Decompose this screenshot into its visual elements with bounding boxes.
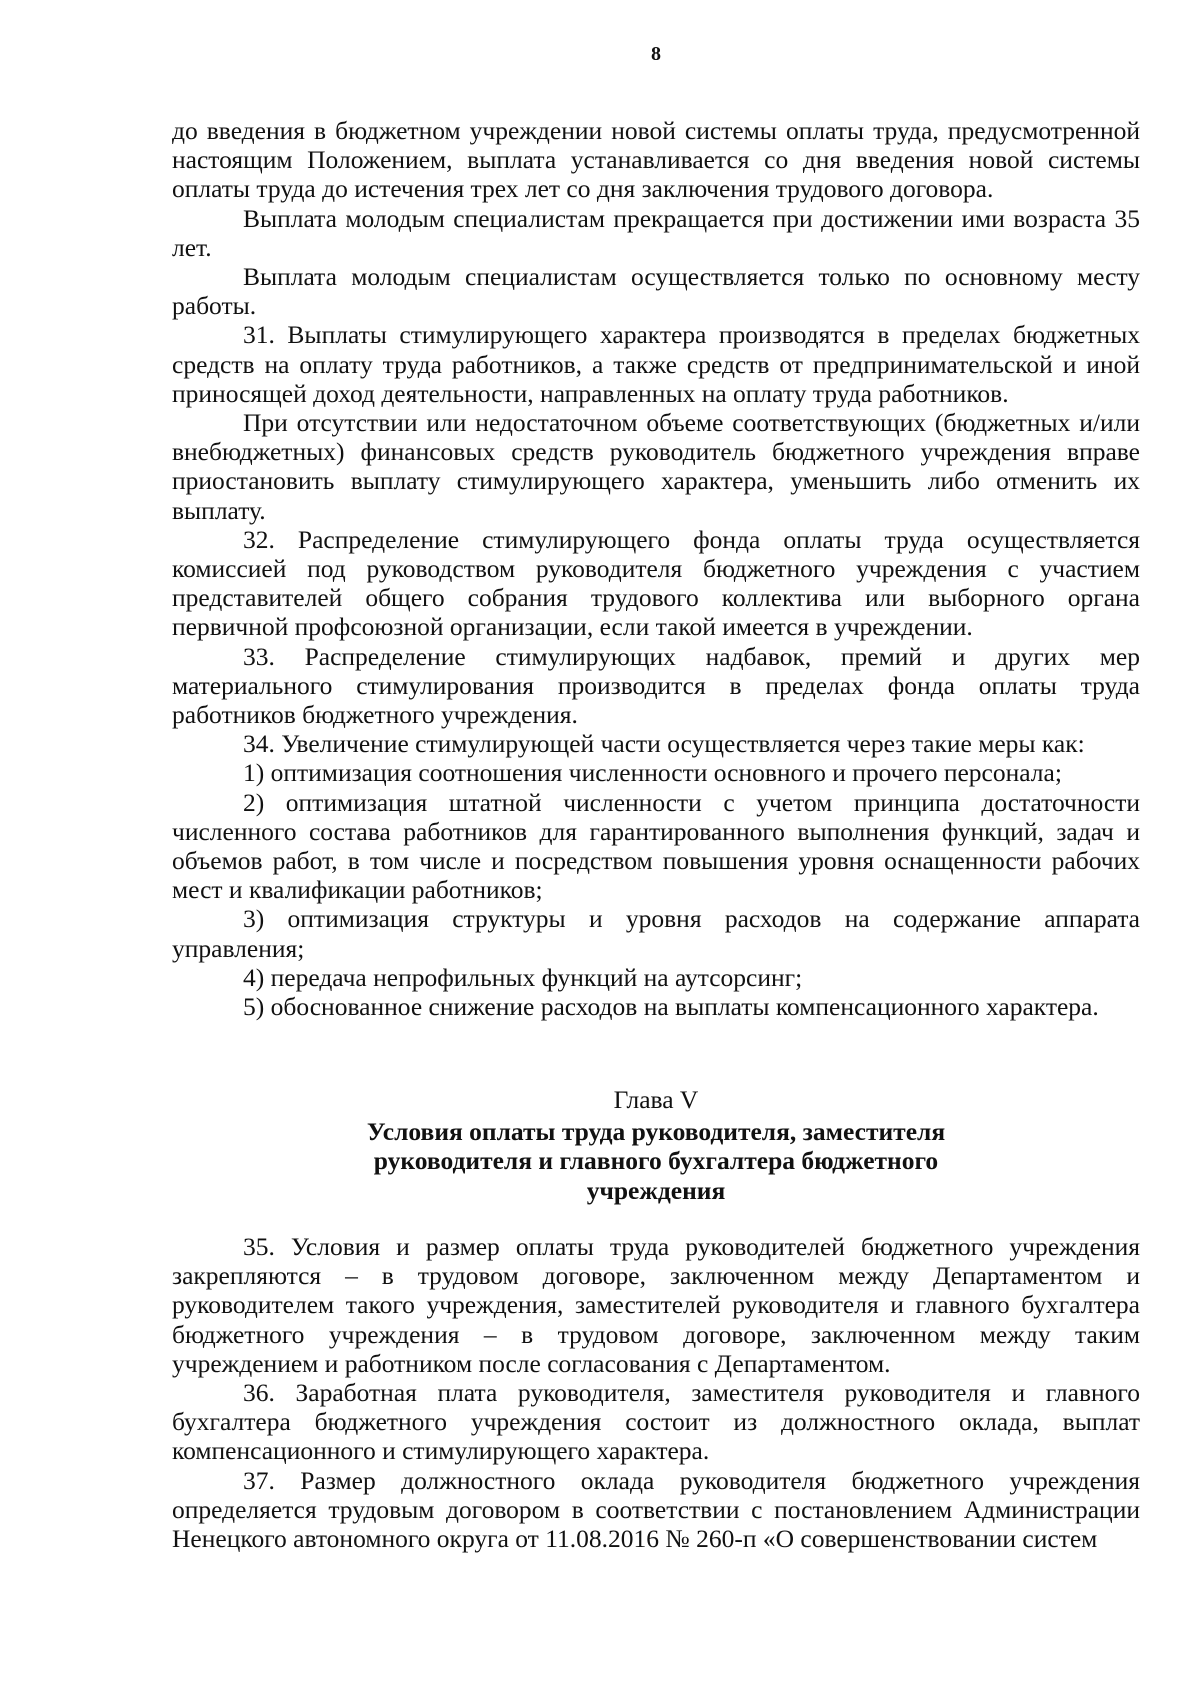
paragraph-33: 33. Распределение стимулирующих надбавок, премий и других мер материального стимулирования производится в пределах фонда оплаты труда работников бюджетного учреждения. [172, 641, 1140, 730]
paragraph-continuation: до введения в бюджетном учреждении новой системы оплаты труда, предусмотренной настоящим Положением, выплата устанавливается со дня введения новой системы оплаты труда до истечения трех лет со дня заключения трудового договора. [172, 116, 1140, 204]
list-item-3: 3) оптимизация структуры и уровня расходов на содержание аппарата управления; [172, 904, 1140, 963]
list-item-2: 2) оптимизация штатной численности с учетом принципа достаточности численного состава работников для гарантированного выполнения функций, задач и объемов работ, в том числе и посредством повышения уровня оснащенности рабочих мест и квалификации работников; [172, 787, 1140, 905]
chapter-title-line-1: Условия оплаты труда руководителя, заместителя [366, 1117, 946, 1147]
paragraph-36: 36. Заработная плата руководителя, заместителя руководителя и главного бухгалтера бюджетного учреждения состоит из должностного оклада, выплат компенсационного и стимулирующего характера. [172, 1378, 1140, 1466]
document-body [172, 116, 1140, 1021]
chapter-number: Глава V [613, 1085, 699, 1114]
paragraph-31-funds: При отсутствии или недостаточном объеме соответствующих (бюджетных и/или внебюджетных) финансовых средств руководитель бюджетного учреждения вправе приостановить выплату стимулирующего характера, уменьшить либо отменить их выплату. [172, 408, 1140, 525]
list-item-5: 5) обоснованное снижение расходов на выплаты компенсационного характера. [243, 992, 1099, 1022]
paragraph-37: 37. Размер должностного оклада руководителя бюджетного учреждения определяется трудовым договором в соответствии с постановлением Администрации Ненецкого автономного округа от 11.08.2016 № 260-п «О совершенствовании систем [172, 1465, 1140, 1554]
paragraph-32: 32. Распределение стимулирующего фонда оплаты труда осуществляется комиссией под руководством руководителя бюджетного учреждения с участием представителей общего собрания трудового коллектива или выборного органа первичной профсоюзной организации, если такой имеется в учреждении. [172, 524, 1140, 642]
paragraph-age-limit: Выплата молодым специалистам прекращается при достижении ими возраста 35 лет. [172, 203, 1140, 262]
paragraph-31: 31. Выплаты стимулирующего характера производятся в пределах бюджетных средств на оплату труда работников, а также средств от предпринимательской и иной приносящей доход деятельности, направленных на оплату труда работников. [172, 320, 1140, 408]
document-body-chapter-5 [172, 1232, 1140, 1553]
chapter-heading [172, 1085, 1140, 1205]
list-item-4: 4) передача непрофильных функций на аутсорсинг; [243, 962, 803, 992]
paragraph-main-workplace: Выплата молодым специалистам осуществляется только по основному месту работы. [172, 262, 1140, 321]
paragraph-34: 34. Увеличение стимулирующей части осуществляется через такие меры как: [243, 729, 1085, 759]
chapter-title-line-2: руководителя и главного бухгалтера бюджетного [373, 1146, 939, 1176]
page-number: 8 [651, 43, 661, 65]
paragraph-35: 35. Условия и размер оплаты труда руководителей бюджетного учреждения закрепляются – в трудовом договоре, заключенном между Департаментом и руководителем такого учреждения, заместителей руководителя и главного бухгалтера бюджетного учреждения – в трудовом договоре, заключенном между таким учреждением и работником после согласования с Департаментом. [172, 1232, 1140, 1378]
document-page [172, 0, 1140, 1696]
chapter-title-line-3: учреждения [586, 1175, 726, 1205]
list-item-1: 1) оптимизация соотношения численности основного и прочего персонала; [243, 758, 1062, 788]
